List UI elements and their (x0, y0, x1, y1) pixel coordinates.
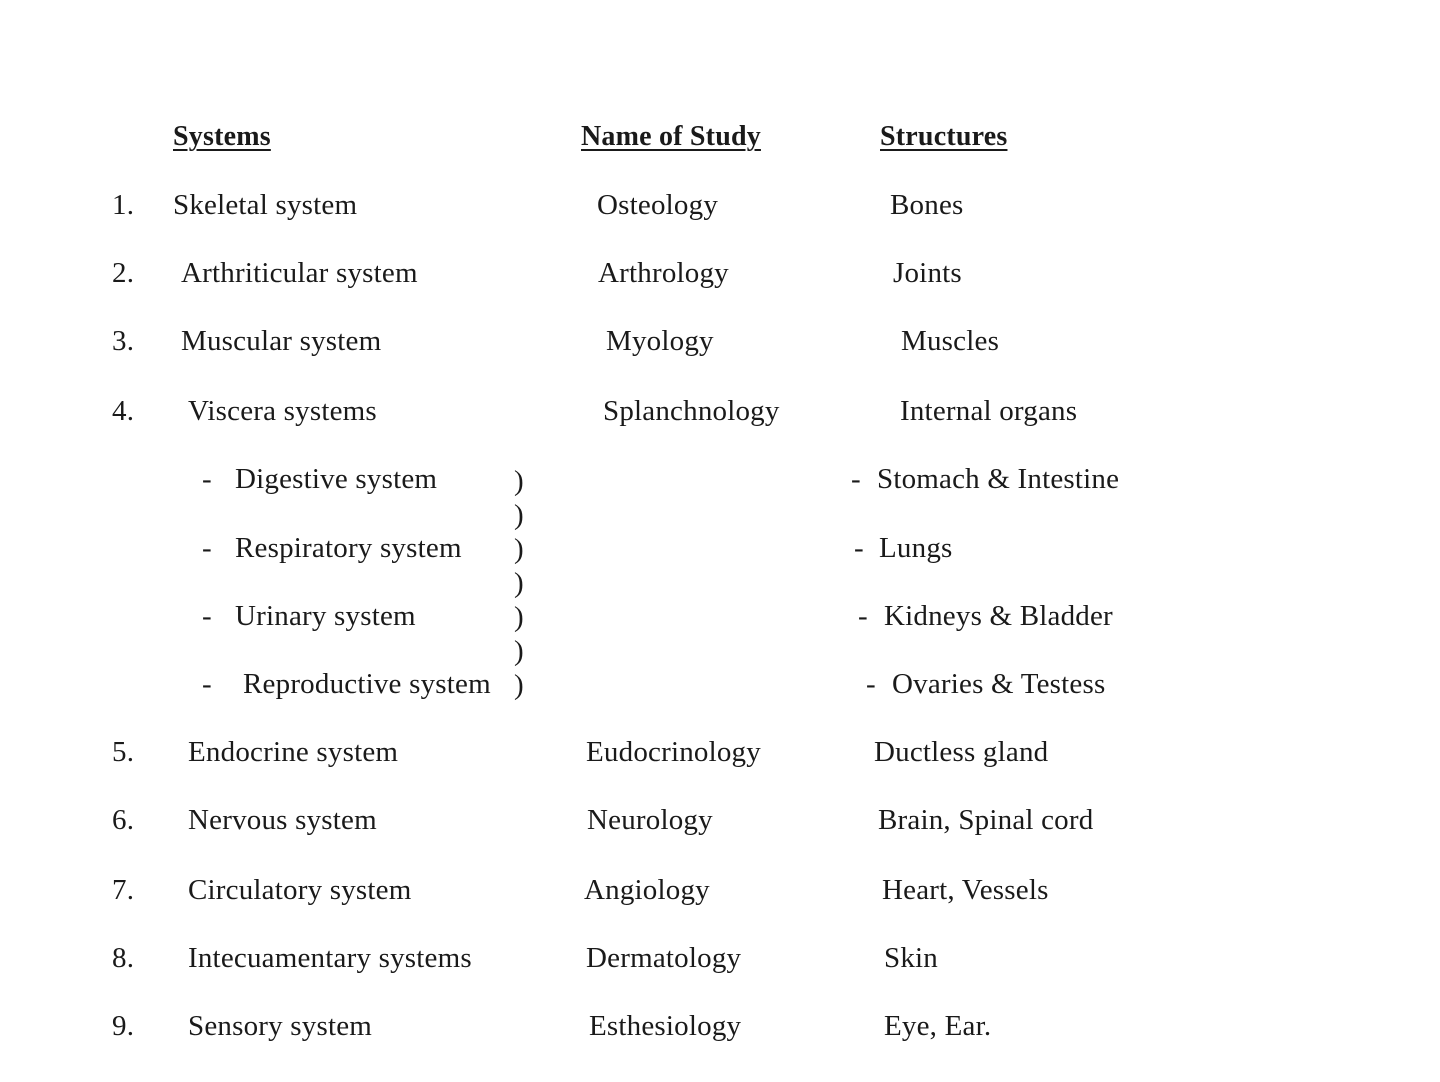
row-structure: Eye, Ear. (884, 1010, 992, 1042)
sub-item-system: Respiratory system (235, 532, 462, 564)
row-structure: Heart, Vessels (882, 874, 1049, 906)
row-study: Arthrology (598, 257, 729, 289)
bracket-mark: ) (514, 635, 524, 667)
row-structure: Muscles (901, 325, 1000, 357)
row-study: Dermatology (586, 942, 742, 974)
row-study: Myology (606, 325, 714, 357)
row-number: 7. (112, 874, 135, 906)
row-structure: Brain, Spinal cord (878, 804, 1094, 836)
bracket-mark: ) (514, 601, 524, 633)
row-number: 1. (112, 189, 135, 221)
sub-item-system: Urinary system (235, 600, 416, 632)
row-structure: Skin (884, 942, 938, 974)
row-system: Skeletal system (173, 189, 358, 221)
row-system: Circulatory system (188, 874, 412, 906)
row-structure: Bones (890, 189, 964, 221)
row-structure: Joints (893, 257, 962, 289)
header-structures: Structures (880, 121, 1008, 152)
row-number: 3. (112, 325, 135, 357)
sub-item-structure: Lungs (879, 532, 953, 564)
row-system: Sensory system (188, 1010, 373, 1042)
row-number: 4. (112, 395, 135, 427)
sub-item-system: Reproductive system (243, 668, 491, 700)
row-system: Muscular system (181, 325, 382, 357)
sub-item-structure: Ovaries & Testess (892, 668, 1106, 700)
row-system: Arthriticular system (181, 257, 418, 289)
row-structure: Ductless gland (874, 736, 1049, 768)
row-study: Eudocrinology (586, 736, 761, 768)
row-system: Nervous system (188, 804, 377, 836)
bracket-mark: ) (514, 533, 524, 565)
row-number: 9. (112, 1010, 135, 1042)
sub-item-dash: - (202, 463, 212, 495)
sub-item-structure: Stomach & Intestine (877, 463, 1120, 495)
header-systems: Systems (173, 121, 271, 152)
bracket-mark: ) (514, 465, 524, 497)
row-number: 6. (112, 804, 135, 836)
header-name-of-study: Name of Study (581, 121, 761, 152)
row-study: Osteology (597, 189, 719, 221)
row-number: 5. (112, 736, 135, 768)
bracket-mark: ) (514, 669, 524, 701)
row-study: Angiology (584, 874, 710, 906)
sub-item-structure-dash: - (866, 668, 876, 700)
row-system: Intecuamentary systems (188, 942, 472, 974)
row-system: Endocrine system (188, 736, 399, 768)
sub-item-structure-dash: - (858, 600, 868, 632)
row-number: 8. (112, 942, 135, 974)
sub-item-structure: Kidneys & Bladder (884, 600, 1113, 632)
sub-item-dash: - (202, 532, 212, 564)
sub-item-structure-dash: - (851, 463, 861, 495)
sub-item-system: Digestive system (235, 463, 438, 495)
sub-item-dash: - (202, 600, 212, 632)
sub-item-structure-dash: - (854, 532, 864, 564)
row-study: Splanchnology (603, 395, 780, 427)
bracket-mark: ) (514, 567, 524, 599)
row-structure: Internal organs (900, 395, 1078, 427)
sub-item-dash: - (202, 668, 212, 700)
row-number: 2. (112, 257, 135, 289)
row-system: Viscera systems (188, 395, 377, 427)
bracket-mark: ) (514, 499, 524, 531)
row-study: Neurology (587, 804, 713, 836)
row-study: Esthesiology (589, 1010, 742, 1042)
